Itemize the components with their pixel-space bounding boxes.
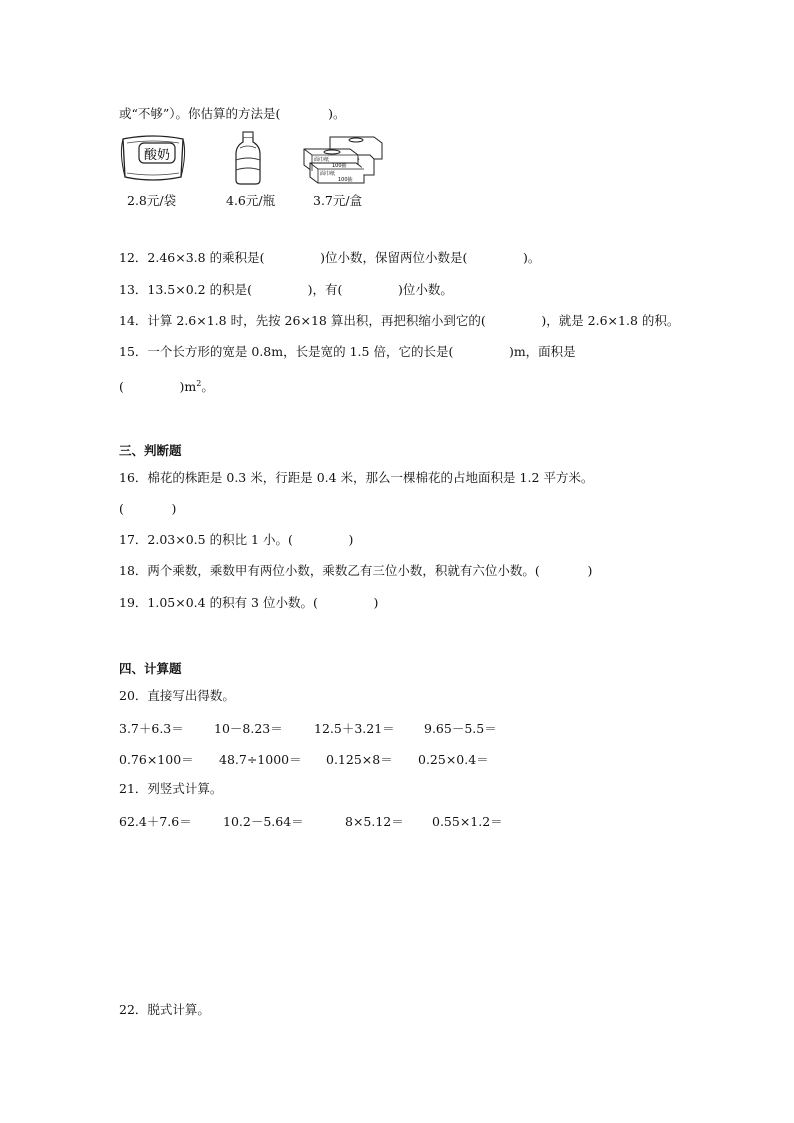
calc-r2-c3: 0.125×8＝ bbox=[326, 752, 393, 767]
question-17: 17．2.03×0.5 的积比 1 小。( ) bbox=[119, 532, 354, 547]
question-16-answer: ( ) bbox=[119, 501, 177, 516]
calc-r1-c3: 12.5＋3.21＝ bbox=[314, 721, 395, 736]
q15-end: 。 bbox=[201, 379, 214, 395]
question-18: 18．两个乘数，乘数甲有两位小数，乘数乙有三位小数，积就有六位小数。( ) bbox=[119, 563, 593, 578]
question-21: 21．列竖式计算。 bbox=[119, 781, 223, 796]
calc-r2-c4: 0.25×0.4＝ bbox=[418, 752, 489, 767]
calc-r1-c4: 9.65－5.5＝ bbox=[424, 721, 497, 736]
price-yogurt: 2.8元/袋 bbox=[127, 193, 177, 208]
price-bottle: 4.6元/瓶 bbox=[226, 193, 276, 208]
q11-tail: 或“不够”）。你估算的方法是( )。 bbox=[119, 106, 346, 121]
calc-r3-c2: 10.2－5.64＝ bbox=[223, 814, 304, 829]
calc-r2-c2: 48.7÷1000＝ bbox=[219, 752, 302, 767]
section-4-title: 四、计算题 bbox=[119, 661, 182, 676]
question-13: 13．13.5×0.2 的积是( )，有( )位小数。 bbox=[119, 282, 453, 297]
tissue-label-top: 面巾纸 bbox=[314, 157, 330, 163]
q15-sup: 2 bbox=[196, 379, 202, 388]
question-15: 15．一个长方形的宽是 0.8m，长是宽的 1.5 倍，它的长是( )m，面积是 bbox=[119, 344, 576, 359]
question-14: 14．计算 2.6×1.8 时，先按 26×18 算出积，再把积缩小到它的( )，就是 2.6×1.8 的积。 bbox=[119, 313, 680, 328]
calc-r3-c1: 62.4＋7.6＝ bbox=[119, 814, 192, 829]
tissue-label-bottom: 面巾纸 bbox=[320, 171, 336, 177]
question-20: 20．直接写出得数。 bbox=[119, 688, 235, 703]
question-22: 22．脱式计算。 bbox=[119, 1002, 210, 1017]
tissue-box-icon bbox=[300, 133, 386, 187]
bottle-icon bbox=[232, 130, 264, 186]
section-3-title: 三、判断题 bbox=[119, 443, 182, 458]
calc-r1-c2: 10－8.23＝ bbox=[214, 721, 283, 736]
question-12: 12．2.46×3.8 的乘积是( )位小数，保留两位小数是( )。 bbox=[119, 250, 541, 265]
price-tissue: 3.7元/盒 bbox=[313, 193, 363, 208]
tissue-count-bottom: 100抽 bbox=[338, 177, 353, 183]
question-19: 19．1.05×0.4 的积有 3 位小数。( ) bbox=[119, 595, 379, 610]
tissue-count-top: 100抽 bbox=[332, 163, 347, 169]
calc-r2-c1: 0.76×100＝ bbox=[119, 752, 194, 767]
calc-r3-c4: 0.55×1.2＝ bbox=[432, 814, 503, 829]
yogurt-bag-icon bbox=[117, 133, 189, 185]
question-16: 16．棉花的株距是 0.3 米，行距是 0.4 米，那么一棵棉花的占地面积是 1.2 平方米。 bbox=[119, 470, 594, 485]
q15-blank: ( )m bbox=[119, 379, 197, 395]
yogurt-label: 酸奶 bbox=[143, 148, 171, 163]
question-15-continued bbox=[119, 376, 214, 395]
calc-r3-c3: 8×5.12＝ bbox=[345, 814, 404, 829]
calc-r1-c1: 3.7＋6.3＝ bbox=[119, 721, 184, 736]
